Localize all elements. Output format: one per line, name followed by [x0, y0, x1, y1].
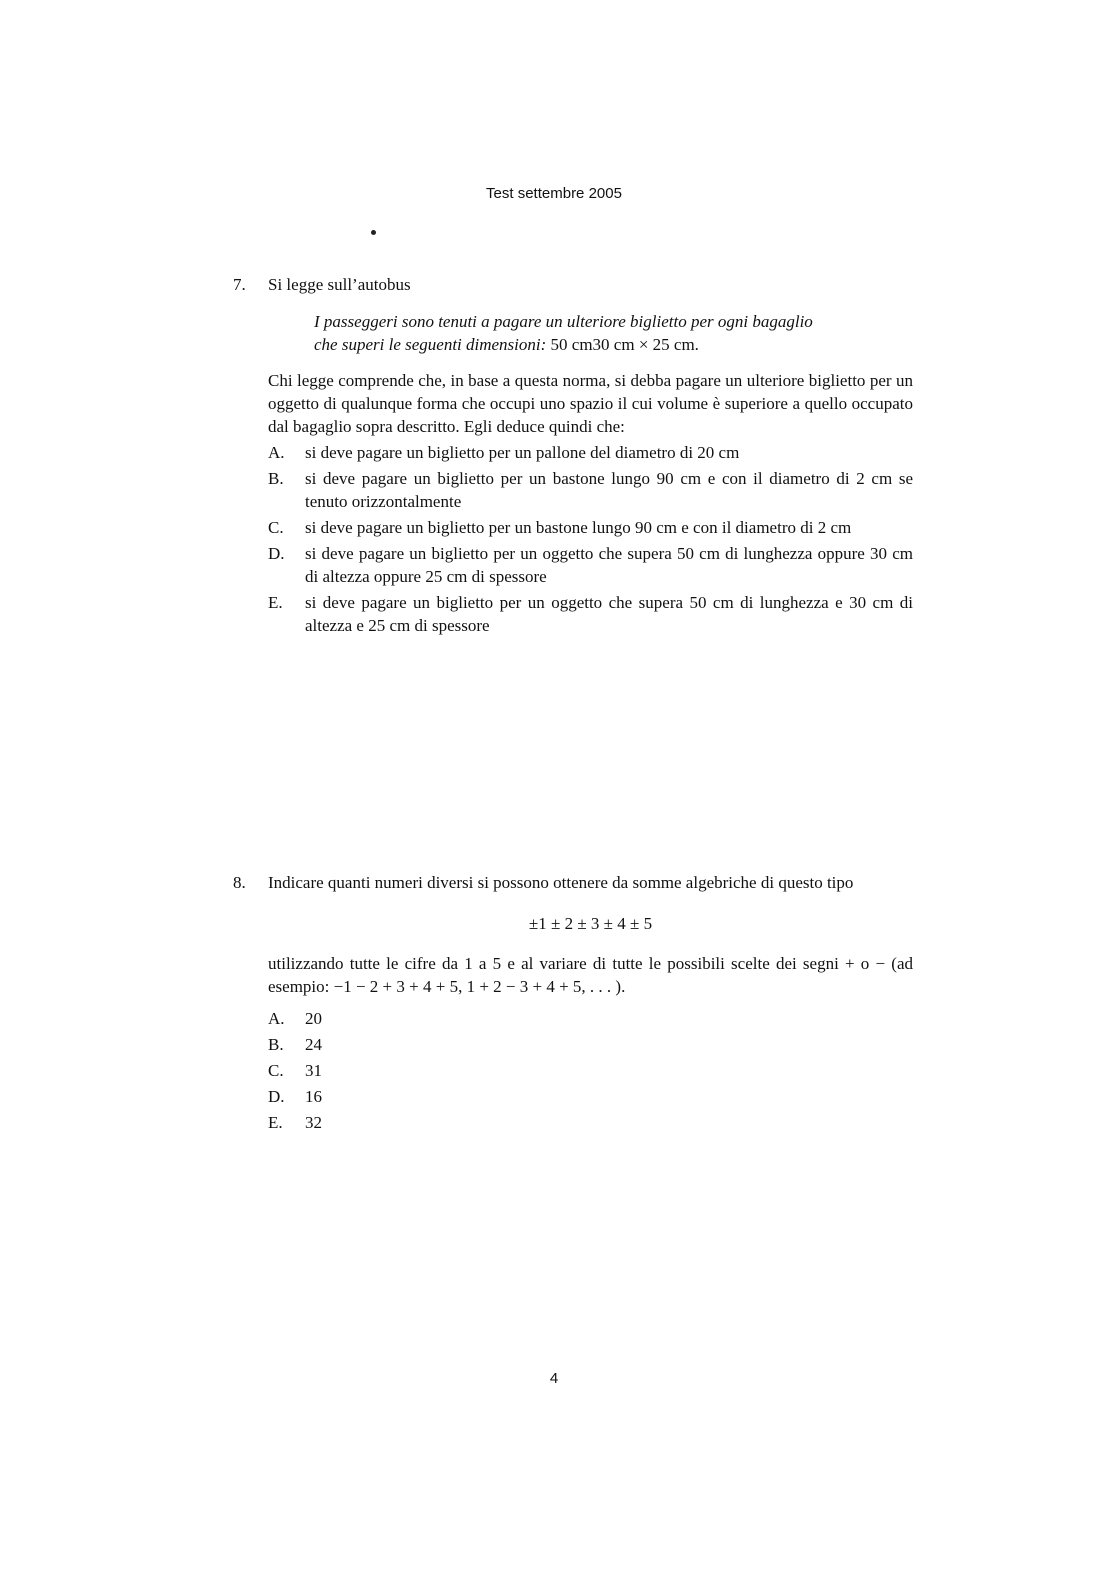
- option-text: 16: [305, 1087, 322, 1106]
- option-text: 32: [305, 1113, 322, 1132]
- option-text: si deve pagare un biglietto per un pallone del diametro di 20 cm: [305, 443, 740, 462]
- option-text: 24: [305, 1035, 322, 1054]
- option-label: B.: [268, 1035, 284, 1054]
- option-label: A.: [268, 443, 285, 462]
- answer-options: [268, 1007, 913, 1134]
- quote-line-2-text: che superi le seguenti dimensioni:: [314, 335, 547, 354]
- option-label: E.: [268, 593, 283, 612]
- answer-option: [268, 516, 913, 539]
- answer-option: [268, 441, 913, 464]
- quote-line-1: I passeggeri sono tenuti a pagare un ulteriore biglietto per ogni bagaglio: [314, 312, 813, 331]
- answer-option: [268, 1033, 913, 1056]
- answer-option: [268, 1007, 913, 1030]
- answer-option: [268, 542, 913, 588]
- page-header: Test settembre 2005: [486, 185, 622, 202]
- question-intro: Si legge sull’autobus: [268, 275, 411, 294]
- answer-option: [268, 591, 913, 637]
- answer-option: [268, 467, 913, 513]
- option-label: D.: [268, 544, 285, 563]
- option-label: A.: [268, 1009, 285, 1028]
- quote-line-2: [268, 333, 913, 356]
- option-text: si deve pagare un biglietto per un bastone lungo 90 cm e con il diametro di 2 cm: [305, 518, 852, 537]
- question-number: 8.: [233, 873, 246, 892]
- option-text: 31: [305, 1061, 322, 1080]
- question-intro: Indicare quanti numeri diversi si possono ottenere da somme algebriche di questo tipo: [268, 873, 854, 892]
- question-text: Chi legge comprende che, in base a questa norma, si debba pagare un ulteriore biglietto per un oggetto di qualunque forma che occupi uno spazio il cui volume è superiore a quello occupato dal bagaglio sopra descritto. Egli deduce quindi che:: [268, 371, 913, 436]
- question-body: [268, 871, 913, 1134]
- option-label: C.: [268, 518, 284, 537]
- option-text: si deve pagare un biglietto per un bastone lungo 90 cm e con il diametro di 2 cm se tenuto orizzontalmente: [305, 469, 913, 511]
- answer-option: [268, 1085, 913, 1108]
- option-text: 20: [305, 1009, 322, 1028]
- answer-options: [268, 441, 913, 637]
- question-text: utilizzando tutte le cifre da 1 a 5 e al variare di tutte le possibili scelte dei segni + o − (ad esempio: −1 − 2 + 3 + 4 + 5, 1 + 2 − 3 + 4 + 5, . . . ).: [268, 954, 913, 996]
- question-number: 7.: [233, 275, 246, 294]
- page-number: 4: [549, 1370, 559, 1387]
- option-label: C.: [268, 1061, 284, 1080]
- option-label: D.: [268, 1087, 285, 1106]
- question-body: [268, 273, 913, 637]
- formula: ±1 ± 2 ± 3 ± 4 ± 5: [528, 914, 653, 933]
- option-label: B.: [268, 469, 284, 488]
- option-text: si deve pagare un biglietto per un oggetto che supera 50 cm di lunghezza oppure 30 cm di altezza oppure 25 cm di spessore: [305, 544, 913, 586]
- answer-option: [268, 1059, 913, 1082]
- bullet-dot: [371, 230, 376, 235]
- quote-dimensions: 50 cm30 cm × 25 cm.: [550, 335, 699, 354]
- answer-option: [268, 1111, 913, 1134]
- option-label: E.: [268, 1113, 283, 1132]
- option-text: si deve pagare un biglietto per un oggetto che supera 50 cm di lunghezza e 30 cm di altezza e 25 cm di spessore: [305, 593, 913, 635]
